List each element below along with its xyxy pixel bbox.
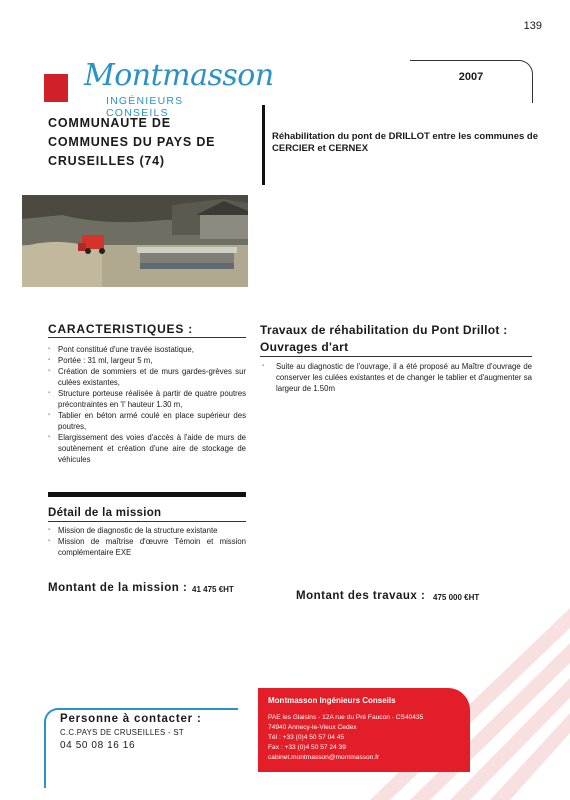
company-address-line: 74940 Annecy-le-Vieux Cedex (268, 724, 357, 731)
works-list (262, 361, 532, 394)
company-address-line: PAE les Glaisins - 12A rue du Pré Faucon - CS40435 (268, 714, 424, 721)
client-name: COMMUNAUTE DE COMMUNES DU PAYS DE CRUSEILLES (74) (48, 116, 216, 168)
company-logo (44, 58, 274, 119)
mission-heading: Détail de la mission (48, 507, 162, 519)
list-item: ▪ Création de sommiers et de murs gardes-grèves sur culées existantes, (48, 366, 246, 388)
divider (48, 337, 246, 338)
characteristics-list (48, 344, 246, 465)
mission-amount-value: 41 475 €HT (192, 585, 234, 594)
list-item: ▪ Elargissement des voies d'accès à l'aide de murs de soutènement et création d'une aire de stockage de véhicules (48, 432, 246, 465)
divider (260, 356, 532, 357)
company-fax: Fax : +33 (0)4 50 57 24 39 (268, 744, 346, 751)
section-divider (48, 492, 246, 497)
logo-tagline: INGÉNIEURS CONSEILS (106, 95, 184, 119)
project-title: Réhabilitation du pont de DRILLOT entre les communes de CERCIER et CERNEX (272, 131, 539, 154)
contact-organization: C.C.PAYS DE CRUSEILLES - ST (60, 728, 184, 737)
list-item: ▪ Suite au diagnostic de l'ouvrage, il a été proposé au Maître d'ouvrage de conserver les culées existantes et de changer le tablier et d'augmenter sa largeur de 1.50m (262, 361, 532, 394)
bridge-photo-illustration (22, 195, 248, 287)
logo-wordmark: Montmasson (84, 58, 274, 93)
company-name: Montmasson Ingénieurs Conseils (268, 696, 396, 705)
works-amount-label: Montant des travaux : (296, 590, 426, 602)
logo-red-mark (44, 74, 68, 102)
mission-list (48, 525, 246, 558)
list-item: ▪ Portée : 31 ml, largeur 5 m, (48, 355, 246, 366)
company-address-card (258, 688, 470, 772)
company-email[interactable]: cabinet.montmasson@montmasson.fr (268, 754, 380, 761)
page-number: 139 (523, 20, 542, 32)
list-item: ▪ Mission de maîtrise d'œuvre Témoin et mission complémentaire EXE (48, 536, 246, 558)
contact-heading: Personne à contacter : (60, 713, 202, 725)
divider (48, 521, 246, 522)
works-heading: Travaux de réhabilitation du Pont Drillot : Ouvrages d'art (260, 323, 508, 354)
year-box (410, 60, 533, 103)
works-amount-value: 475 000 €HT (433, 593, 480, 602)
list-item: ▪ Structure porteuse réalisée à partir de quatre poutres précontraintes en 'I' hauteur 1.30 m, (48, 388, 246, 410)
project-year: 2007 (458, 71, 484, 83)
list-item: ▪ Tablier en béton armé coulé en place supérieur des poutres, (48, 410, 246, 432)
title-divider (262, 105, 265, 185)
contact-phone: 04 50 08 16 16 (60, 740, 136, 751)
characteristics-heading: CARACTERISTIQUES : (48, 322, 194, 336)
contact-box (44, 708, 238, 788)
bridge-photo (22, 195, 248, 287)
list-item: ▪ Mission de diagnostic de la structure existante (48, 525, 246, 536)
list-item: ▪ Pont constitué d'une travée isostatique, (48, 344, 246, 355)
mission-amount-label: Montant de la mission : (48, 582, 188, 594)
company-phone: Tél : +33 (0)4 50 57 04 45 (268, 734, 345, 741)
